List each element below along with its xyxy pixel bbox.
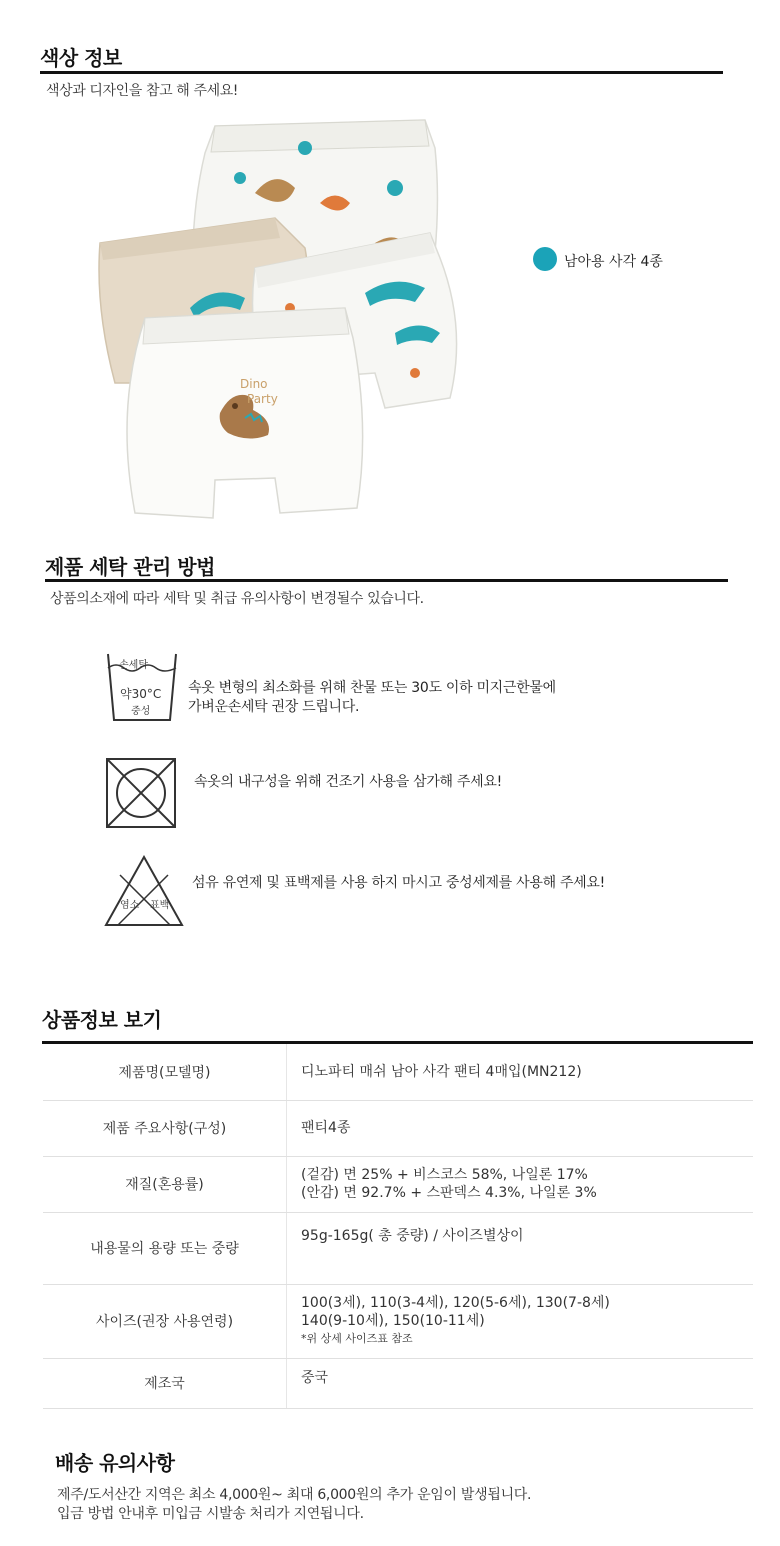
table-row [43,1212,753,1284]
info-value-size [287,1284,754,1358]
shipping-section-title: 배송 유의사항 [55,1451,175,1475]
info-label-model: 제품명(모델명) [43,1044,287,1100]
no-bleach-icon-left-text: 염소 [120,900,140,911]
hand-wash-icon-bottom-text: 중성 [131,706,151,717]
color-section-title: 색상 정보 [40,46,122,70]
no-bleach-icon [104,855,184,927]
color-section-description: 색상과 디자인을 참고 해 주세요! [46,83,239,99]
table-row [43,1100,753,1156]
info-section-title: 상품정보 보기 [42,1008,162,1032]
table-row [43,1044,753,1100]
no-bleach-icon-right-text: 표백 [150,900,170,911]
info-label-composition: 제품 주요사항(구성) [43,1100,287,1156]
shipping-notice-line-2: 입금 방법 안내후 미입금 시발송 처리가 지연됩니다. [57,1506,364,1522]
shipping-notice-line-1: 제주/도서산간 지역은 최소 4,000원~ 최대 6,000원의 추가 운임이 발생됩니다. [57,1487,532,1503]
hand-wash-icon-temp-text: 약30°C [120,687,162,701]
info-value-material [287,1156,754,1212]
boxer-briefs-illustration-icon [95,108,525,523]
table-row [43,1156,753,1212]
svg-text:Party: Party [247,392,278,406]
info-value-size-line-1: 100(3세), 110(3-4세), 120(5-6세), 130(7-8세) [301,1295,610,1311]
info-value-composition: 팬티4종 [287,1100,754,1156]
care-item-1-text [188,679,556,717]
info-value-material-line-2: (안감) 면 92.7% + 스판덱스 4.3%, 나일론 3% [301,1185,597,1201]
info-label-size: 사이즈(권장 사용연령) [43,1284,287,1358]
care-item-1-line-1: 속옷 변형의 최소화를 위해 찬물 또는 30도 이하 미지근한물에 [188,680,556,696]
care-section-rule [45,579,728,582]
info-value-model: 디노파티 매쉬 남아 사각 팬티 4매입(MN212) [287,1044,754,1100]
care-section-title: 제품 세탁 관리 방법 [45,555,215,579]
info-value-size-line-2: 140(9-10세), 150(10-11세) [301,1313,485,1329]
hand-wash-icon-top-text: 손세탁 [119,660,148,671]
care-item-1-line-2: 가벼운손세탁 권장 드립니다. [188,699,360,715]
info-value-weight: 95g-165g( 총 중량) / 사이즈별상이 [287,1212,754,1284]
info-value-size-note: *위 상세 사이즈표 참조 [301,1332,413,1345]
product-image [95,108,525,523]
info-value-material-line-1: (겉감) 면 25% + 비스코스 58%, 나일론 17% [301,1167,588,1183]
info-value-country: 중국 [287,1358,754,1408]
color-swatch-teal [533,247,557,271]
care-item-2-text: 속옷의 내구성을 위해 건조기 사용을 삼가해 주세요! [194,774,502,790]
color-section-rule [40,71,723,74]
product-info-table [43,1044,753,1409]
table-row [43,1358,753,1408]
info-label-country: 제조국 [43,1358,287,1408]
care-section-description: 상품의소재에 따라 세탁 및 취급 유의사항이 변경될수 있습니다. [50,591,424,607]
info-label-weight: 내용물의 용량 또는 중량 [43,1212,287,1284]
color-swatch-label: 남아용 사각 4종 [564,254,663,270]
svg-text:Dino: Dino [240,377,268,391]
no-tumble-dry-icon [106,758,176,828]
care-item-3-text: 섬유 유연제 및 표백제를 사용 하지 마시고 중성세제를 사용해 주세요! [192,875,605,891]
info-label-material: 재질(혼용률) [43,1156,287,1212]
table-row [43,1284,753,1358]
